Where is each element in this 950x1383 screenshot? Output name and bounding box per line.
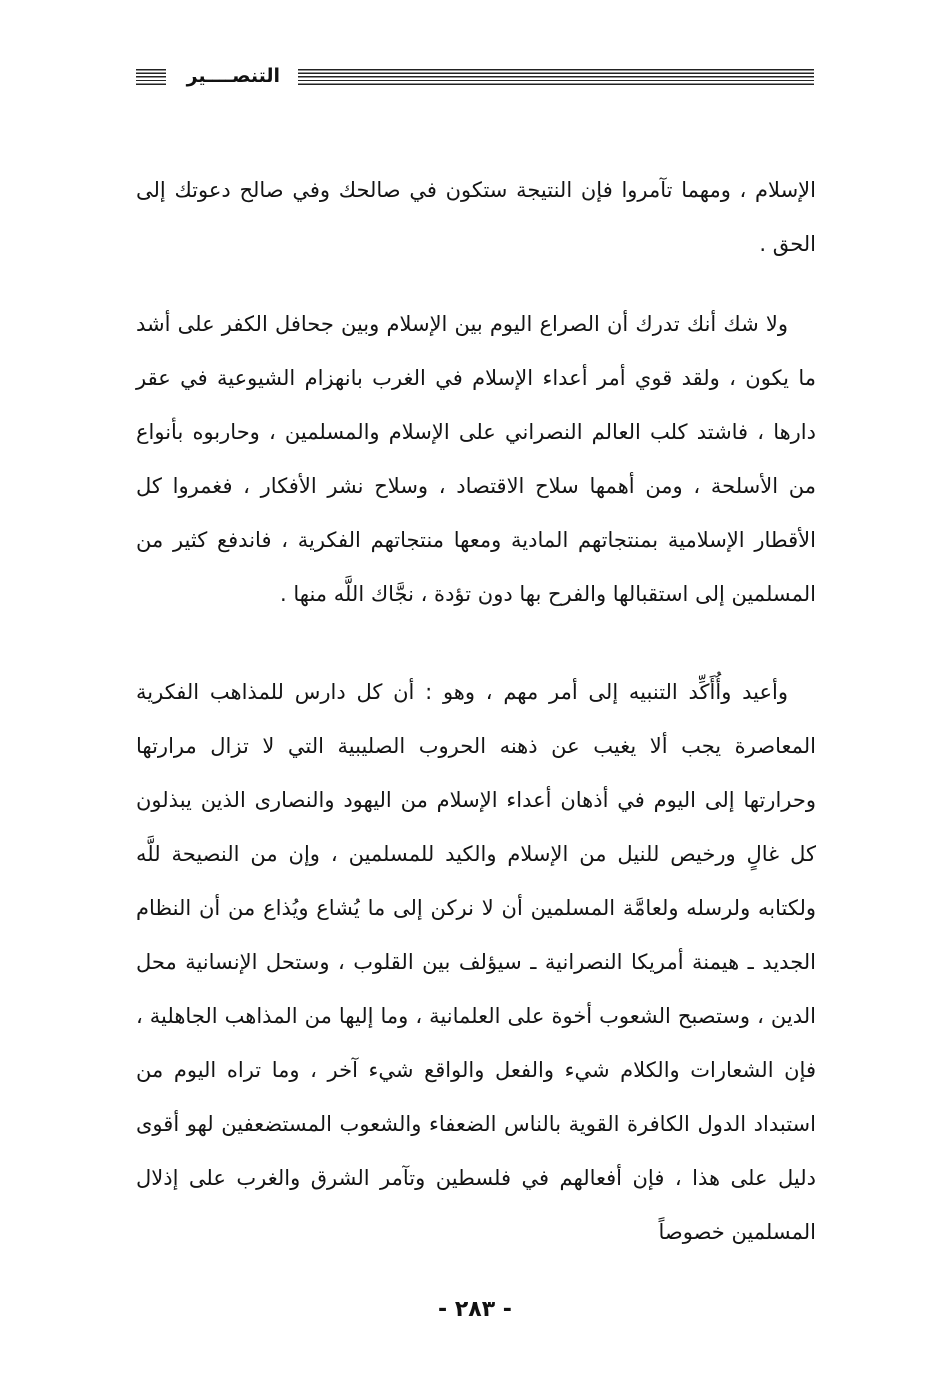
header-rule-left — [136, 69, 166, 87]
header-rule-right — [298, 69, 814, 87]
running-header — [136, 66, 814, 90]
page-number: - ٢٨٣ - — [438, 1297, 512, 1322]
paragraph-2: ولا شك أنك تدرك أن الصراع اليوم بين الإسلام وبين جحافل الكفر على أشد ما يكون ، ولقد قوي أمر أعداء الإسلام في الغرب بانهزام الشيوعية في عقر دارها ، فاشتد كلب العالم النصراني على الإسلام والمسلمين ، وحاربوه بأنواع من الأسلحة ، ومن أهمها سلاح الاقتصاد ، وسلاح نشر الأفكار ، فغمروا كل الأقطار الإسلامية بمنتجاتهم المادية ومعها منتجاتهم الفكرية ، فاندفع كثير من المسلمين إلى استقبالها والفرح بها دون تؤدة ، نجَّاك اللَّه منها . — [136, 312, 816, 606]
paragraph-3: وأعيد وأُأَكِّد التنبيه إلى أمر مهم ، وهو : أن كل دارس للمذاهب الفكرية المعاصرة يجب ألا يغيب عن ذهنه الحروب الصليبية التي لا تزال مرارتها وحرارتها إلى اليوم في أذهان أعداء الإسلام من اليهود والنصارى الذين يبذلون كل غالٍ ورخيص للنيل من الإسلام والكيد للمسلمين ، وإن من النصيحة للَّه ولكتابه ولرسله ولعامَّة المسلمين أن لا نركن إلى ما يُشاع ويُذاع من أن النظام الجديد ـ هيمنة أمريكا النصرانية ـ سيؤلف بين القلوب ، وستحل الإنسانية محل الدين ، وستصبح الشعوب أخوة على العلمانية ، وما إليها من المذاهب الجاهلية ، فإن الشعارات والكلام شيء والفعل والواقع شيء آخر ، وما تراه اليوم من استبداد الدول الكافرة القوية بالناس الضعفاء والشعوب المستضعفين لهو أقوى دليل على هذا ، فإن أفعالهم في فلسطين وتآمر الشرق والغرب على إذلال المسلمين خصوصاً — [136, 680, 816, 1244]
header-title: التنصــــير — [186, 65, 280, 87]
paragraph-1: الإسلام ، ومهما تآمروا فإن النتيجة ستكون في صالحك وفي صالح دعوتك إلى الحق . — [136, 178, 816, 256]
